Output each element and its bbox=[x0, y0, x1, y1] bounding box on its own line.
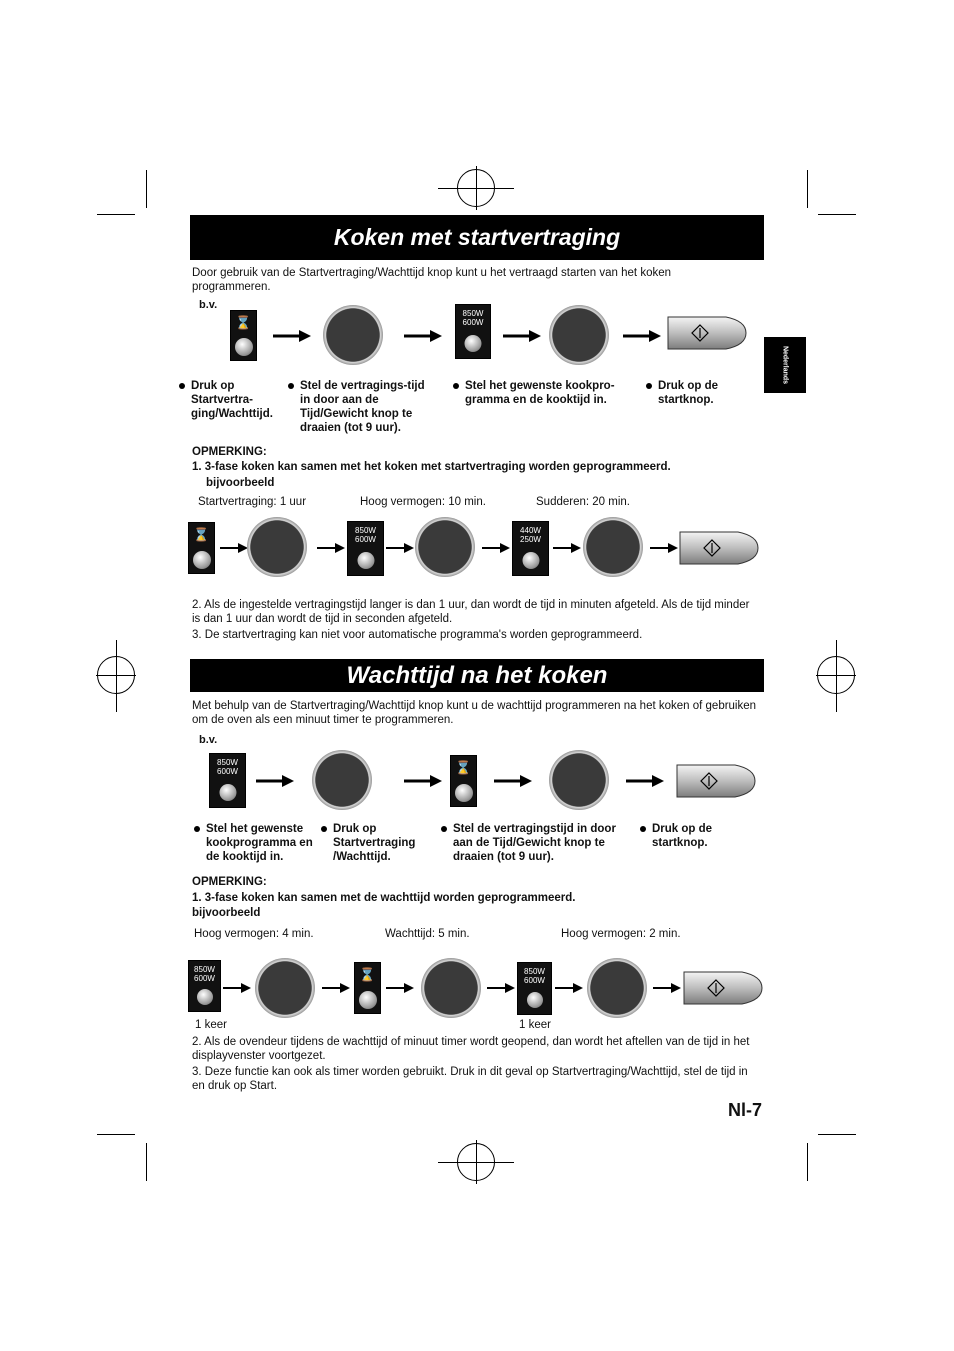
power-knob bbox=[219, 784, 236, 801]
section1-note-heading: OPMERKING: bbox=[192, 446, 267, 458]
stage-label: Startvertraging: 1 uur bbox=[198, 496, 307, 508]
arrow-icon bbox=[494, 775, 532, 787]
time-weight-dial bbox=[323, 305, 383, 365]
step1-delay: Druk op Startvertra-ging/Wachttijd. bbox=[179, 379, 284, 421]
delay-timer-button bbox=[188, 522, 215, 574]
power-knob bbox=[197, 989, 213, 1005]
arrow-icon bbox=[626, 775, 664, 787]
arrow-icon bbox=[653, 982, 681, 994]
power-label: 850W 600W bbox=[355, 526, 376, 544]
power-button bbox=[517, 962, 552, 1015]
arrow-icon bbox=[256, 775, 294, 787]
timer-knob bbox=[359, 991, 377, 1009]
press-count-label: 1 keer bbox=[519, 1019, 551, 1031]
start-button bbox=[675, 761, 757, 806]
arrow-icon bbox=[553, 542, 581, 554]
arrow-icon bbox=[482, 542, 510, 554]
power-knob bbox=[522, 552, 539, 569]
arrow-icon bbox=[317, 542, 345, 554]
arrow-icon bbox=[555, 982, 583, 994]
arrow-icon bbox=[503, 330, 541, 342]
step2-delay: Stel de vertragings-tijd in door aan de Tijd/Gewicht knop te draaien (tot 9 uur). bbox=[288, 379, 433, 435]
arrow-icon bbox=[487, 982, 515, 994]
page-number: Nl-7 bbox=[727, 1100, 762, 1120]
stage-label: Hoog vermogen: 2 min. bbox=[561, 928, 681, 940]
power-label: 850W 600W bbox=[217, 758, 238, 776]
power-label: 850W 600W bbox=[462, 309, 484, 327]
section1-example: bijvoorbeeld bbox=[206, 477, 275, 489]
hourglass-icon: ⌛ bbox=[455, 760, 472, 775]
arrow-icon bbox=[322, 982, 350, 994]
hourglass-icon: ⌛ bbox=[359, 967, 376, 982]
time-weight-dial bbox=[421, 958, 481, 1018]
time-weight-dial bbox=[312, 750, 372, 810]
section2-example: bijvoorbeeld bbox=[192, 907, 261, 919]
power-knob bbox=[527, 992, 543, 1008]
stage-label: Hoog vermogen: 4 min. bbox=[194, 928, 314, 940]
section1-intro: Door gebruik van de Startvertraging/Wachttijd knop kunt u het vertraagd starten van het koken programmeren. bbox=[192, 267, 672, 293]
power-button bbox=[347, 521, 384, 576]
arrow-icon bbox=[404, 330, 442, 342]
power-knob bbox=[465, 335, 482, 352]
section1-note3: 3. De startvertraging kan niet voor automatische programma's worden geprogrammeerd. bbox=[192, 629, 643, 641]
section2-note3: 3. Deze functie kan ook als timer worden gebruikt. Druk in dit geval op Startvertraging/Wachttijd, stel de tijd in en druk op Start. bbox=[192, 1066, 748, 1092]
step4-standing: Druk op de startknop. bbox=[640, 822, 740, 850]
hourglass-icon: ⌛ bbox=[193, 527, 210, 542]
hourglass-icon: ⌛ bbox=[235, 315, 252, 330]
power-label-low: 440W 250W bbox=[520, 526, 541, 544]
timer-knob bbox=[455, 784, 473, 802]
power-label: 850W 600W bbox=[524, 967, 545, 985]
timer-knob bbox=[235, 338, 253, 356]
arrow-icon bbox=[223, 982, 251, 994]
arrow-icon bbox=[273, 330, 311, 342]
step2-standing: Druk op Startvertraging /Wachttijd. bbox=[321, 822, 433, 864]
time-weight-dial bbox=[549, 750, 609, 810]
delay-timer-button bbox=[230, 310, 257, 361]
time-weight-dial bbox=[247, 517, 307, 577]
power-label: 850W 600W bbox=[194, 965, 215, 983]
section2-intro: Met behulp van de Startvertraging/Wachttijd knop kunt u de wachttijd programmeren na het koken of gebruiken om de oven als een minuut timer te programmeren. bbox=[192, 700, 757, 726]
start-button bbox=[678, 528, 760, 573]
step3-standing: Stel de vertragingstijd in door aan de Tijd/Gewicht knop te draaien (tot 9 uur). bbox=[441, 822, 621, 864]
start-button bbox=[682, 968, 764, 1013]
language-tab bbox=[764, 337, 806, 393]
section1-note2: 2. Als de ingestelde vertragingstijd langer is dan 1 uur, dan wordt de tijd in minuten afgeteld. Als de tijd minder is dan 1 uur dan wordt de tijd in seconden afgeteld. bbox=[192, 599, 750, 625]
section2-note2: 2. Als de ovendeur tijdens de wachttijd of minuut timer wordt geopend, dan wordt het aftellen van de tijd in het displayvenster voortgezet. bbox=[192, 1036, 750, 1062]
time-weight-dial bbox=[587, 958, 647, 1018]
section1-title: Koken met startvertraging bbox=[190, 215, 764, 260]
time-weight-dial bbox=[583, 517, 643, 577]
press-count-label: 1 keer bbox=[195, 1019, 227, 1031]
step3-delay: Stel het gewenste kookpro-gramma en de kooktijd in. bbox=[453, 379, 633, 407]
arrow-icon bbox=[404, 775, 442, 787]
section2-note-heading: OPMERKING: bbox=[192, 876, 267, 888]
power-button bbox=[209, 753, 246, 808]
section1-note1: 1. 3-fase koken kan samen met het koken met startvertraging worden geprogrammeerd. bbox=[192, 461, 671, 473]
step1-standing: Stel het gewenste kookprogramma en de kooktijd in. bbox=[194, 822, 316, 864]
start-button bbox=[666, 313, 748, 358]
section1-bv: b.v. bbox=[199, 299, 218, 311]
arrow-icon bbox=[386, 542, 414, 554]
time-weight-dial bbox=[415, 517, 475, 577]
delay-timer-button bbox=[450, 755, 477, 807]
arrow-icon bbox=[650, 542, 678, 554]
arrow-icon bbox=[623, 330, 661, 342]
power-button bbox=[188, 960, 221, 1012]
power-button bbox=[455, 304, 491, 359]
language-tab-label: Nederlands bbox=[781, 345, 789, 385]
power-button-low bbox=[512, 521, 549, 576]
timer-knob bbox=[193, 551, 211, 569]
stage-label: Hoog vermogen: 10 min. bbox=[360, 496, 486, 508]
section2-bv: b.v. bbox=[199, 734, 218, 746]
arrow-icon bbox=[386, 982, 414, 994]
section2-note1: 1. 3-fase koken kan samen met de wachttijd worden geprogrammeerd. bbox=[192, 892, 576, 904]
time-weight-dial bbox=[549, 305, 609, 365]
power-knob bbox=[357, 552, 374, 569]
stage-label: Sudderen: 20 min. bbox=[536, 496, 630, 508]
step4-delay: Druk op de startknop. bbox=[646, 379, 746, 407]
section2-title: Wachttijd na het koken bbox=[190, 659, 764, 692]
time-weight-dial bbox=[255, 958, 315, 1018]
arrow-icon bbox=[220, 542, 248, 554]
stage-label: Wachttijd: 5 min. bbox=[385, 928, 470, 940]
delay-timer-button bbox=[354, 962, 381, 1014]
